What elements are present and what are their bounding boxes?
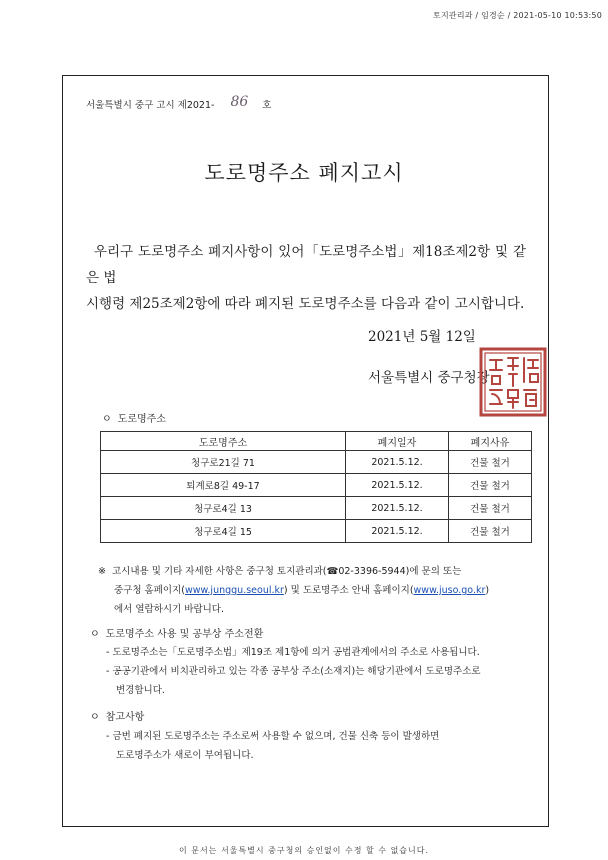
remark-text: 고시내용 및 기타 자세한 사항은 중구청 토지관리과(☎02-3396-5944)에 문의 또는 <box>111 566 462 577</box>
notice-body <box>86 239 526 317</box>
table-cell: 건물 철거 <box>449 497 532 520</box>
section-road-address-heading <box>102 410 166 425</box>
section-address-conversion-body <box>106 643 542 700</box>
document-title: 도로명주소 폐지고시 <box>204 161 404 185</box>
notice-date: 2021년 5월 12일 <box>368 329 476 345</box>
table-cell: 청구로4길 13 <box>101 497 346 520</box>
section-address-conversion-heading <box>90 625 263 640</box>
table-row <box>101 474 532 497</box>
list-item: - 공공기관에서 비치관리하고 있는 각종 공부상 주소(소재지)는 해당기관에서 도로명주소로 <box>106 666 481 677</box>
table-cell: 2021.5.12. <box>346 451 449 474</box>
table-cell: 2021.5.12. <box>346 520 449 543</box>
table-cell: 퇴계로8길 49-17 <box>101 474 346 497</box>
section-bullet: ㅇ <box>90 629 100 640</box>
notice-number <box>86 96 271 112</box>
road-address-table <box>100 431 532 543</box>
list-item: 변경합니다. <box>116 685 165 696</box>
notice-number-handwritten: 86 <box>230 94 249 110</box>
remark-text: 중구청 홈페이지( <box>114 585 185 596</box>
table-cell: 2021.5.12. <box>346 497 449 520</box>
juso-homepage-link[interactable]: www.juso.go.kr <box>413 585 486 596</box>
document-footer: 이 문서는 서울특별시 중구청의 승인없이 수정 할 수 없습니다. <box>178 846 430 855</box>
section-title: 도로명주소 <box>117 414 166 425</box>
table-cell: 2021.5.12. <box>346 474 449 497</box>
notice-body-line: 우리구 도로명주소 폐지사항이 있어「도로명주소법」제18조제2항 및 같은 법 <box>86 244 526 286</box>
table-row <box>101 520 532 543</box>
table-cell: 건물 철거 <box>449 474 532 497</box>
official-seal-icon <box>478 346 548 418</box>
notice-number-prefix: 서울특별시 중구 고시 제2021- <box>86 100 215 111</box>
section-title: 참고사항 <box>105 712 145 723</box>
remark-line <box>98 562 538 581</box>
remark-text: ) 및 도로명주소 안내 홈페이지( <box>283 585 414 596</box>
remark-line: 에서 열람하시기 바랍니다. <box>114 604 225 615</box>
section-title: 도로명주소 사용 및 공부상 주소전환 <box>105 629 264 640</box>
table-header-cell: 폐지사유 <box>449 432 532 451</box>
remark-mark: ※ <box>98 566 106 577</box>
table-cell: 건물 철거 <box>449 451 532 474</box>
list-item: - 금번 폐지된 도로명주소는 주소로써 사용할 수 없으며, 건물 신축 등이 발생하면 <box>106 731 440 742</box>
section-reference-heading <box>90 708 144 723</box>
remark-line <box>98 581 538 600</box>
table-row <box>101 497 532 520</box>
section-reference-body <box>106 727 542 765</box>
remark-text: ) <box>485 585 490 596</box>
table-header-row <box>101 432 532 451</box>
table-row <box>101 451 532 474</box>
table-header-cell: 도로명주소 <box>101 432 346 451</box>
list-item: 도로명주소가 새로이 부여됩니다. <box>116 750 254 761</box>
section-bullet: ㅇ <box>102 414 112 425</box>
notice-number-suffix: 호 <box>262 100 272 111</box>
table-cell: 건물 철거 <box>449 520 532 543</box>
table-header-cell: 폐지일자 <box>346 432 449 451</box>
table-cell: 청구로21길 71 <box>101 451 346 474</box>
list-item: - 도로명주소는「도로명주소법」제19조 제1항에 의거 공법관계에서의 주소로 사용됩니다. <box>106 647 480 658</box>
junggu-homepage-link[interactable]: www.junggu.seoul.kr <box>184 585 284 596</box>
remark-block <box>98 562 538 619</box>
table-cell: 청구로4길 15 <box>101 520 346 543</box>
section-bullet: ㅇ <box>90 712 100 723</box>
document-stamp-header: 토지관리과 / 임경순 / 2021-05-10 10:53:50 <box>433 11 602 20</box>
notice-body-line: 시행령 제25조제2항에 따라 폐지된 도로명주소를 다음과 같이 고시합니다. <box>86 296 525 312</box>
notice-issuer: 서울특별시 중구청장 <box>368 370 490 386</box>
